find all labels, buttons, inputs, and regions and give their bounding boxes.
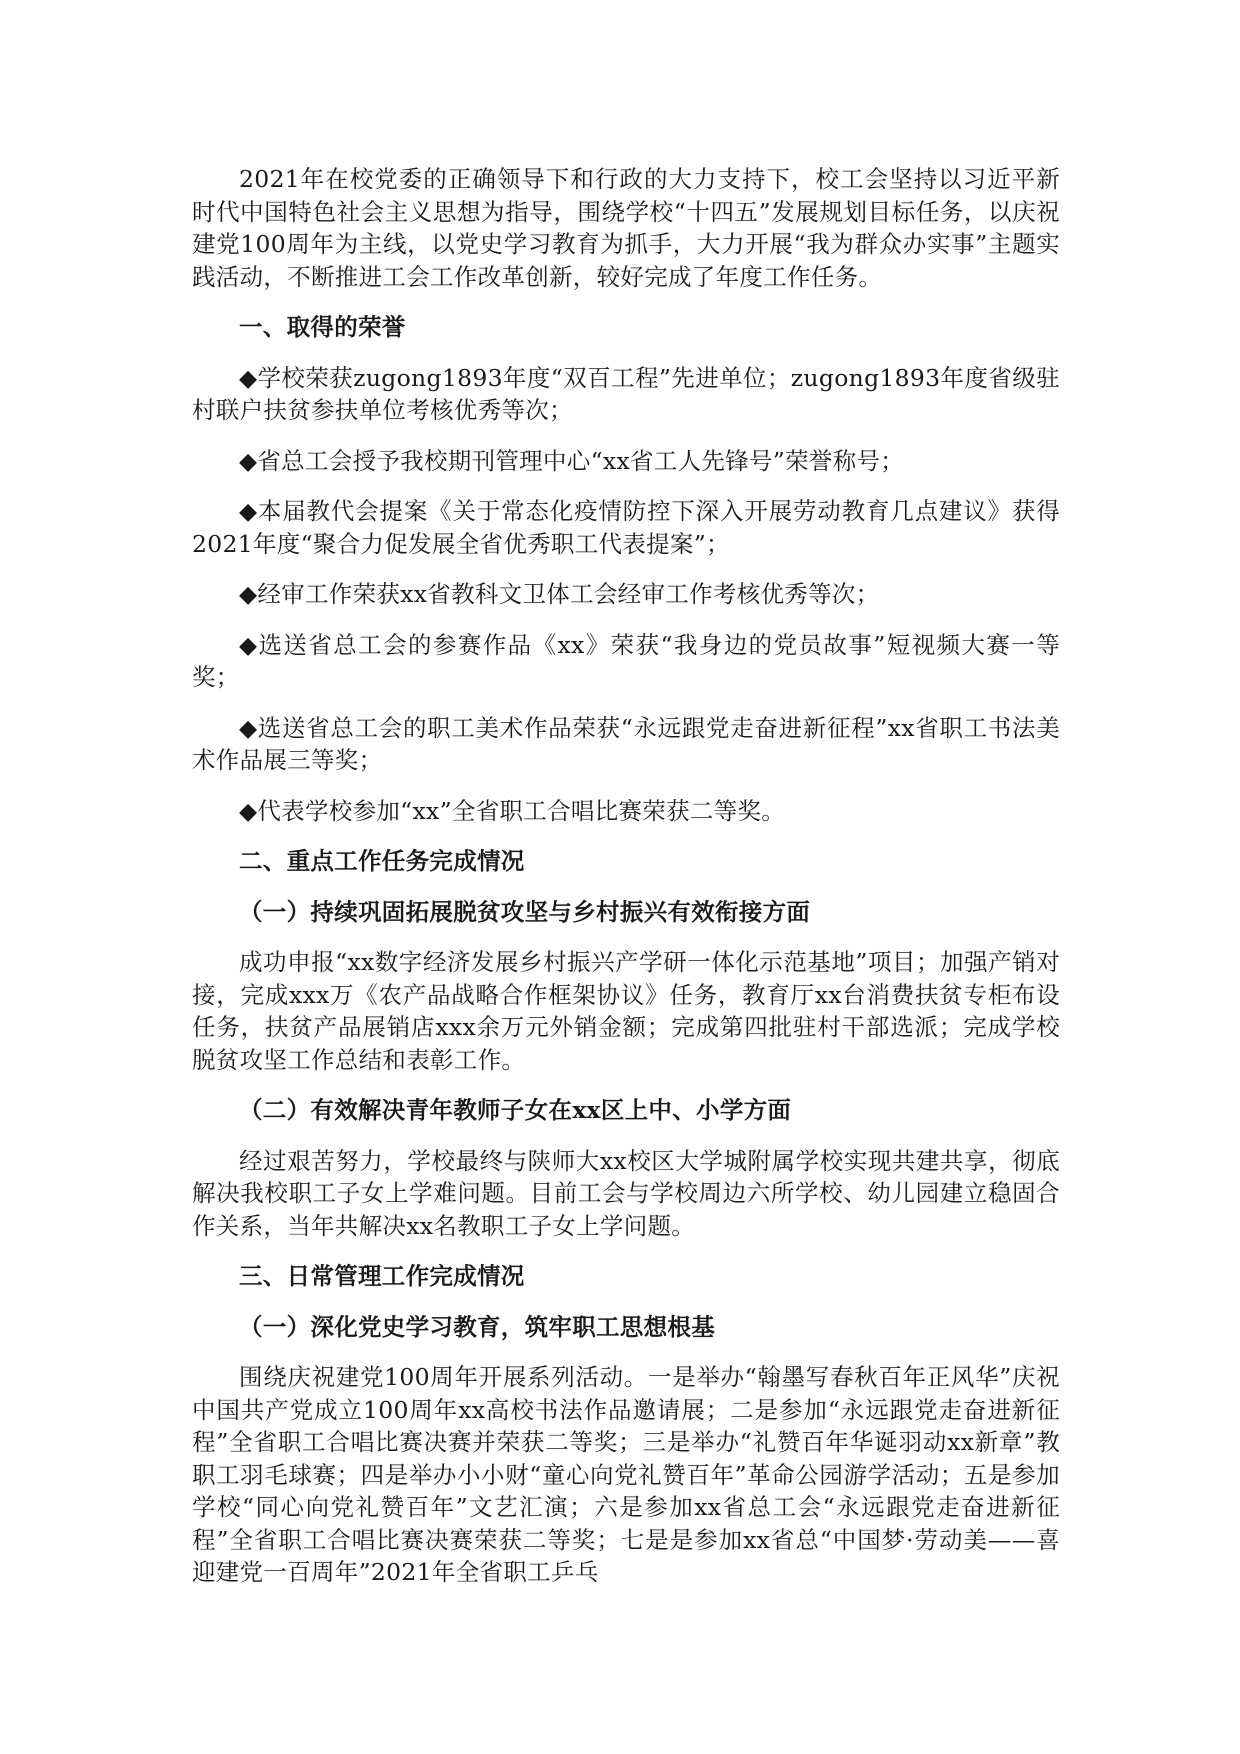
honor-item: ◆选送省总工会的参赛作品《xx》荣获“我身边的党员故事”短视频大赛一等奖； xyxy=(192,630,1060,691)
section-heading-key-tasks: 二、重点工作任务完成情况 xyxy=(239,847,525,875)
section-heading-daily-management: 三、日常管理工作完成情况 xyxy=(239,1262,525,1290)
honor-item: ◆本届教代会提案《关于常态化疫情防控下深入开展劳动教育几点建议》获得2021年度“聚合力促发展全省优秀职工代表提案”； xyxy=(192,497,1060,558)
subsection-paragraph: 成功申报“xx数字经济发展乡村振兴产学研一体化示范基地”项目；加强产销对接，完成xxx万《农产品战略合作框架协议》任务，教育厅xx台消费扶贫专柜布设任务，扶贫产品展销店xxx余万元外销金额；完成第四批驻村干部选派；完成学校脱贫攻坚工作总结和表彰工作。 xyxy=(192,948,1060,1074)
honor-item: ◆经审工作荣获xx省教科文卫体工会经审工作考核优秀等次； xyxy=(239,580,880,608)
subsection-paragraph: 围绕庆祝建党100周年开展系列活动。一是举办“翰墨写春秋百年正风华”庆祝中国共产党成立100周年xx高校书法作品邀请展；二是参加“永远跟党走奋进新征程”全省职工合唱比赛决赛并荣获二等奖；三是举办“礼赞百年华诞羽动xx新章”教职工羽毛球赛；四是举办小小财“童心向党礼赞百年”革命公园游学活动；五是参加学校“同心向党礼赞百年”文艺汇演；六是参加xx省总工会“永远跟党走奋进新征程”全省职工合唱比赛决赛荣获二等奖；七是是参加xx省总“中国梦·劳动美——喜迎建党一百周年”2021年全省职工乒乓 xyxy=(192,1363,1060,1586)
section-heading-honors: 一、取得的荣誉 xyxy=(239,313,406,341)
document-page xyxy=(192,163,1060,1589)
honor-item: ◆选送省总工会的职工美术作品荣获“永远跟党走奋进新征程”xx省职工书法美术作品展三等奖； xyxy=(192,713,1060,774)
subsection-paragraph: 经过艰苦努力，学校最终与陕师大xx校区大学城附属学校实现共建共享，彻底解决我校职工子女上学难问题。目前工会与学校周边六所学校、幼儿园建立稳固合作关系，当年共解决xx名教职工子女上学问题。 xyxy=(192,1146,1060,1240)
honor-item: ◆学校荣获zugong1893年度“双百工程”先进单位；zugong1893年度省级驻村联户扶贫参扶单位考核优秀等次； xyxy=(192,363,1060,424)
subsection-heading: （一）持续巩固拓展脱贫攻坚与乡村振兴有效衔接方面 xyxy=(239,897,811,926)
subsection-heading: （二）有效解决青年教师子女在xx区上中、小学方面 xyxy=(239,1096,792,1124)
intro-paragraph: 2021年在校党委的正确领导下和行政的大力支持下，校工会坚持以习近平新时代中国特色社会主义思想为指导，围绕学校“十四五”发展规划目标任务，以庆祝建党100周年为主线，以党史学习教育为抓手，大力开展“我为群众办实事”主题实践活动，不断推进工会工作改革创新，较好完成了年度工作任务。 xyxy=(192,165,1060,291)
honor-item: ◆代表学校参加“xx”全省职工合唱比赛荣获二等奖。 xyxy=(239,796,786,825)
honor-item: ◆省总工会授予我校期刊管理中心“xx省工人先锋号”荣誉称号； xyxy=(239,446,905,475)
subsection-heading: （一）深化党史学习教育，筑牢职工思想根基 xyxy=(239,1312,715,1341)
